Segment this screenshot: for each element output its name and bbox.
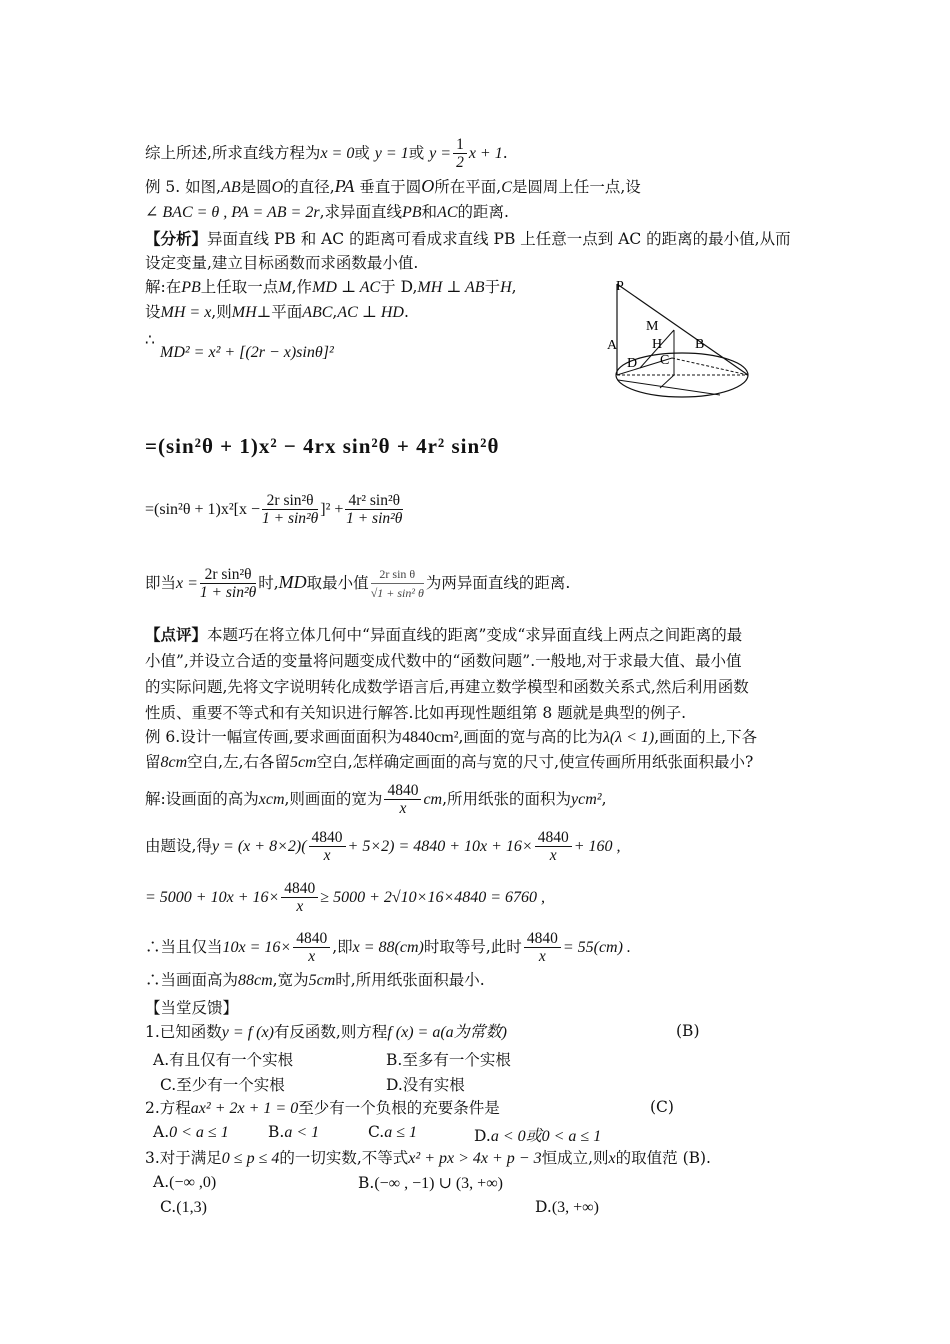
q1-option-d: D.没有实根 [386,1076,465,1094]
fraction-half: $\frac{1}{2}$ [453,136,467,172]
comment-line-2: 小值”,并设立合适的变量将问题变成代数中的“函数问题”.一般地,对于求最大值、最小值 [145,652,742,670]
question-2-answer: (C) [650,1098,674,1116]
feedback-title: 【当堂反馈】 [145,999,239,1017]
q2-option-d: D.a < 0或0 < a ≤ 1 [474,1127,602,1145]
analysis-line-2: 设定变量,建立目标函数而求函数最小值. [145,254,419,272]
label-P: P [616,279,624,294]
q3-option-d: D.(3, +∞) [535,1198,599,1216]
question-2: 2.方程ax² + 2x + 1 = 0至少有一个负根的充要条件是 [145,1099,500,1117]
q3-option-a: A.(−∞ ,0) [153,1173,217,1191]
q2-option-c: C.a ≤ 1 [368,1123,418,1141]
solution-line-2: 设MH = x,则MH⊥平面ABC,AC ⊥ HD. [145,303,409,321]
expanded-equation: =(sin²θ + 1)x² − 4rx sin²θ + 4r² sin²θ [145,434,500,458]
segment-chord [618,380,720,395]
md-squared-equation: MD² = x² + [(2r − x)sinθ]² [160,344,334,361]
minimum-condition-line: 即当x = $\frac{\text{2r sin²θ}}{\text{1 + sin²θ}}$ 时,MD取最小值 $\frac{\text{2r sin θ}}{\text{√1 + sin² θ}}$ 为两异面直线的距离. [145,566,571,601]
geometry-figure [600,270,760,415]
example-5-line-2: ∠ BAC = θ , PA = AB = 2r,求异面直线PB和AC的距离. [145,203,509,221]
solution-6-line-3: = 5000 + 10x + 16× $\frac{4840}{x}$ ≥ 5000 + 2√10×16×4840 = 6760 , [145,880,546,915]
solution-6-line-4: ∴当且仅当10x = 16× $\frac{4840}{x}$ ,即x = 88(cm)时取等号,此时 $\frac{4840}{x}$ = 55(cm) . [145,930,631,965]
q2-option-b: B.a < 1 [268,1123,320,1141]
comment-line-4: 性质、重要不等式和有关知识进行解答.比如再现性题组第 8 题就是典型的例子. [145,704,687,722]
question-3: 3.对于满足0 ≤ p ≤ 4的一切实数,不等式x² + px > 4x + p − 3恒成立,则x的取值范 (B). [145,1149,711,1167]
q1-option-a: A.有且仅有一个实根 [153,1051,294,1069]
label-H: H [652,337,663,352]
label-M: M [646,319,659,334]
segment-HD [660,375,674,388]
question-1-answer: (B) [676,1022,700,1040]
solution-6-line-1: 解:设画面的高为xcm,则画面的宽为 $\frac{4840}{x}$ cm,所用纸张的面积为ycm², [145,782,607,817]
solution-6-line-2: 由题设,得y = (x + 8×2)( $\frac{4840}{x}$ + 5×2) = 4840 + 10x + 16× $\frac{4840}{x}$ + 160 , [145,829,621,864]
label-D: D [627,356,638,371]
comment-line-3: 的实际问题,先将文字说明转化成数学语言后,再建立数学模型和函数关系式,然后利用函数 [145,678,749,696]
summary-line: 综上所述,所求直线方程为x = 0或 y = 1或 y = $\frac{1}{2}$ x + 1. [145,136,508,171]
solution-therefore: ∴ [145,331,155,349]
question-1: 1.已知函数y = f (x)有反函数,则方程f (x) = a(a为常数) [145,1023,508,1041]
solution-line-1: 解:在PB上任取一点M,作MD ⊥ AC于 D,MH ⊥ AB于H, [145,278,517,296]
comment-line-1: 【点评】本题巧在将立体几何中“异面直线的距离”变成“求异面直线上两点之间距离的最 [145,625,743,644]
label-C: C [660,353,670,368]
q3-option-c: C.(1,3) [160,1198,207,1216]
example-6-line-2: 留8cm空白,左,右各留5cm空白,怎样确定画面的高与宽的尺寸,使宣传画所用纸张面积最小? [145,753,754,771]
solution-6-line-5: ∴当画面高为88cm,宽为5cm时,所用纸张面积最小. [145,971,485,989]
example-6-line-1: 例 6.设计一幅宣传画,要求画面面积为4840cm²,画面的宽与高的比为λ(λ < 1),画面的上,下各 [145,728,758,746]
q1-option-c: C.至少有一个实根 [160,1076,285,1094]
q2-option-a: A.0 < a ≤ 1 [153,1123,229,1141]
label-A: A [607,338,618,353]
label-B: B [695,337,705,352]
completed-square-equation: =(sin²θ + 1)x²[x − $\frac{\text{2r sin²θ}}{\text{1 + sin²θ}}$ ]² + $\frac{\text{4r² sin²θ}}{\text{1 + sin²θ}}$ [145,492,403,527]
q1-option-b: B.至多有一个实根 [386,1051,511,1069]
analysis-line-1: 【分析】异面直线 PB 和 AC 的距离可看成求直线 PB 上任意一点到 AC 的距离的最小值,从而 [145,229,791,248]
example-5-line-1: 例 5. 如图,AB是圆O的直径,PA 垂直于圆O所在平面,C是圆周上任一点,设 [145,176,641,196]
q3-option-b: B.(−∞ , −1) ∪ (3, +∞) [358,1174,503,1192]
